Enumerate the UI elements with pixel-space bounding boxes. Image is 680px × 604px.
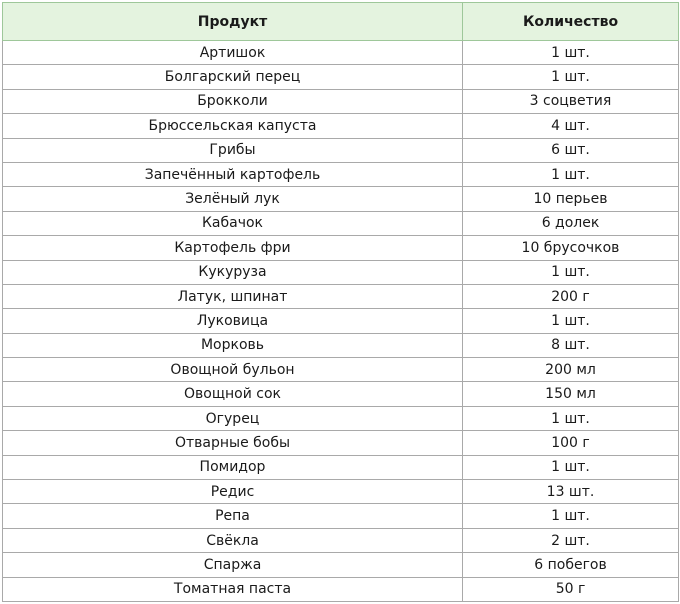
table-row [3,260,679,284]
product-cell: Отварные бобы [3,431,463,455]
quantity-cell: 1 шт. [463,65,679,89]
table-row [3,333,679,357]
product-cell: Зелёный лук [3,187,463,211]
product-cell: Болгарский перец [3,65,463,89]
table-row [3,211,679,235]
table-row [3,236,679,260]
quantity-cell: 1 шт. [463,260,679,284]
table-row [3,528,679,552]
table-row [3,284,679,308]
quantity-cell: 3 соцветия [463,89,679,113]
quantity-cell: 1 шт. [463,504,679,528]
quantity-cell: 50 г [463,577,679,601]
quantity-cell: 1 шт. [463,455,679,479]
quantity-cell: 10 перьев [463,187,679,211]
product-cell: Латук, шпинат [3,284,463,308]
quantity-cell: 2 шт. [463,528,679,552]
table-row [3,187,679,211]
table-row [3,480,679,504]
quantity-cell: 6 побегов [463,553,679,577]
quantity-cell: 100 г [463,431,679,455]
product-cell: Свёкла [3,528,463,552]
quantity-cell: 6 долек [463,211,679,235]
quantity-cell: 1 шт. [463,41,679,65]
quantity-cell: 4 шт. [463,114,679,138]
quantity-cell: 200 мл [463,358,679,382]
product-cell: Помидор [3,455,463,479]
product-cell: Грибы [3,138,463,162]
vegetable-quantity-table [2,2,679,602]
table-row [3,553,679,577]
product-cell: Морковь [3,333,463,357]
table-row [3,138,679,162]
table-row [3,309,679,333]
product-cell: Редис [3,480,463,504]
quantity-cell: 8 шт. [463,333,679,357]
table-row [3,504,679,528]
table-row [3,358,679,382]
quantity-cell: 1 шт. [463,309,679,333]
quantity-cell: 10 брусочков [463,236,679,260]
table-row [3,89,679,113]
product-cell: Запечённый картофель [3,162,463,186]
product-cell: Артишок [3,41,463,65]
product-cell: Томатная паста [3,577,463,601]
product-cell: Кукуруза [3,260,463,284]
quantity-cell: 150 мл [463,382,679,406]
table-row [3,114,679,138]
product-cell: Овощной бульон [3,358,463,382]
table-row [3,382,679,406]
product-cell: Репа [3,504,463,528]
table-row [3,577,679,601]
product-cell: Овощной сок [3,382,463,406]
product-cell: Кабачок [3,211,463,235]
quantity-cell: 6 шт. [463,138,679,162]
product-cell: Брокколи [3,89,463,113]
quantity-cell: 1 шт. [463,406,679,430]
column-header-quantity: Количество [463,3,679,41]
product-cell: Спаржа [3,553,463,577]
column-header-product: Продукт [3,3,463,41]
table-row [3,431,679,455]
table-header-row [3,3,679,41]
table-row [3,455,679,479]
product-cell: Огурец [3,406,463,430]
product-cell: Брюссельская капуста [3,114,463,138]
table-row [3,65,679,89]
table-row [3,162,679,186]
table-row [3,41,679,65]
quantity-cell: 13 шт. [463,480,679,504]
table-row [3,406,679,430]
product-cell: Луковица [3,309,463,333]
quantity-cell: 1 шт. [463,162,679,186]
quantity-cell: 200 г [463,284,679,308]
product-cell: Картофель фри [3,236,463,260]
table-body [3,41,679,602]
